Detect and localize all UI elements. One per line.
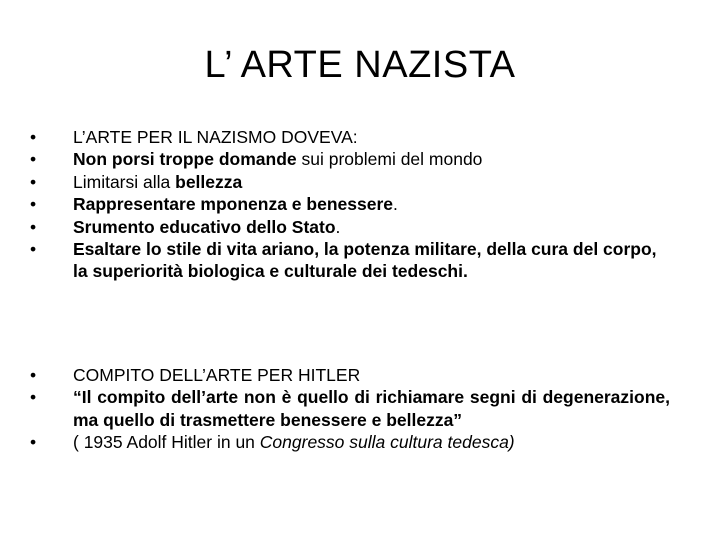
bullet-icon: • <box>30 365 37 385</box>
bullet-list-nazi-art <box>30 126 670 283</box>
item-text: L’ARTE PER IL NAZISMO DOVEVA: <box>73 127 358 147</box>
list-item <box>30 148 670 170</box>
bullet-list-hitler-quote <box>30 364 670 454</box>
bullet-icon: • <box>30 171 37 192</box>
item-text: Srumento educativo dello Stato. <box>73 216 341 237</box>
item-text: COMPITO DELL’ARTE PER HITLER <box>73 365 361 385</box>
slide-title: L’ ARTE NAZISTA <box>204 44 516 86</box>
list-item-citation <box>30 431 670 453</box>
item-text: Rappresentare mponenza e benessere. <box>73 194 398 215</box>
quote-text: “Il compito dell’arte non è quello di richiamare segni di degenerazione, ma quello di trasmettere benessere e bellezza” <box>73 387 670 430</box>
item-text: Esaltare lo stile di vita ariano, la potenza militare, della cura del corpo, la superiorità biologica e culturale dei tedeschi. <box>73 239 657 282</box>
bullet-icon: • <box>30 149 37 170</box>
item-text: ( 1935 Adolf Hitler in un Congresso sulla cultura tedesca) <box>73 432 515 453</box>
list-item <box>30 126 670 148</box>
item-text: Limitarsi alla bellezza <box>73 171 243 192</box>
list-item <box>30 364 670 386</box>
list-item <box>30 193 670 215</box>
list-item <box>30 238 670 283</box>
bullet-icon: • <box>30 387 37 408</box>
list-item <box>30 216 670 238</box>
item-text: Non porsi troppe domande sui problemi del mondo <box>73 149 483 170</box>
list-item-quote <box>30 386 670 431</box>
bullet-icon: • <box>30 216 37 237</box>
bullet-icon: • <box>30 127 37 147</box>
bullet-icon: • <box>30 194 37 215</box>
bullet-icon: • <box>30 239 37 260</box>
list-item <box>30 171 670 193</box>
bullet-icon: • <box>30 432 37 453</box>
